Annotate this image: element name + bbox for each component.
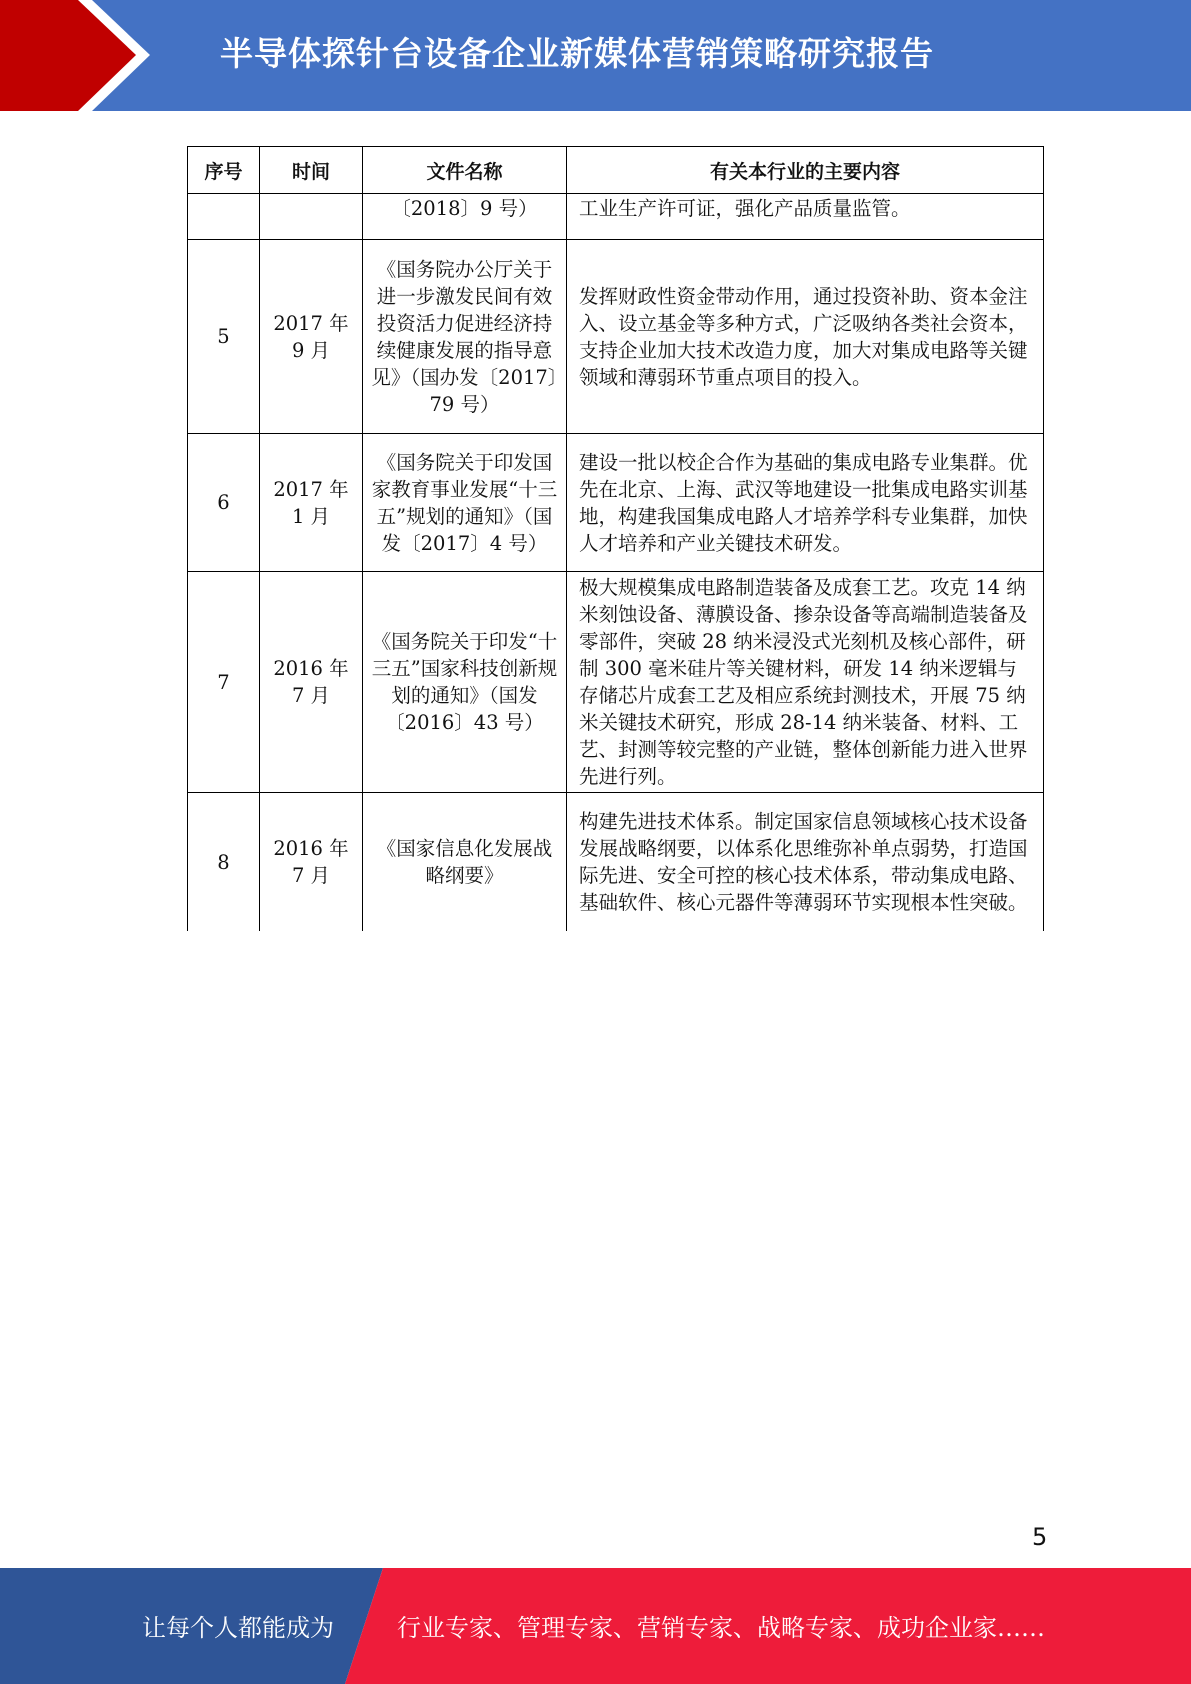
footer-slogan-left: 让每个人都能成为 xyxy=(142,1614,334,1642)
cell-no: 6 xyxy=(188,434,260,572)
cell-content: 工业生产许可证，强化产品质量监管。 xyxy=(567,194,1044,240)
cell-time: 2016 年 7 月 xyxy=(260,572,363,793)
cell-time xyxy=(260,194,363,240)
footer-slogan-right: 行业专家、管理专家、营销专家、战略专家、成功企业家…… xyxy=(397,1614,1045,1642)
cell-no xyxy=(188,194,260,240)
cell-content: 发挥财政性资金带动作用，通过投资补助、资本金注入、设立基金等多种方式，广泛吸纳各类社会资本，支持企业加大技术改造力度，加大对集成电路等关键领域和薄弱环节重点项目的投入。 xyxy=(567,240,1044,434)
table-row xyxy=(188,240,1044,434)
cell-time: 2017 年 9 月 xyxy=(260,240,363,434)
header-chevron-icon xyxy=(0,0,160,111)
cell-doc: 《国务院关于印发国家教育事业发展“十三五”规划的通知》（国发〔2017〕4 号） xyxy=(363,434,567,572)
policy-table xyxy=(187,146,1044,931)
table-header-row xyxy=(188,147,1044,194)
header-content: 有关本行业的主要内容 xyxy=(567,147,1044,194)
policy-table-container xyxy=(187,146,1043,931)
page-number: 5 xyxy=(1032,1523,1048,1551)
page-header xyxy=(0,0,1191,111)
cell-no: 5 xyxy=(188,240,260,434)
cell-no: 8 xyxy=(188,793,260,932)
cell-content: 构建先进技术体系。制定国家信息领域核心技术设备发展战略纲要，以体系化思维弥补单点弱势，打造国际先进、安全可控的核心技术体系，带动集成电路、基础软件、核心元器件等薄弱环节实现根本性突破。 xyxy=(567,793,1044,932)
header-no: 序号 xyxy=(188,147,260,194)
cell-doc: 〔2018〕9 号） xyxy=(363,194,567,240)
cell-no: 7 xyxy=(188,572,260,793)
table-row xyxy=(188,194,1044,240)
cell-content: 建设一批以校企合作为基础的集成电路专业集群。优先在北京、上海、武汉等地建设一批集成电路实训基地，构建我国集成电路人才培养学科专业集群，加快人才培养和产业关键技术研发。 xyxy=(567,434,1044,572)
page-footer xyxy=(0,1568,1191,1684)
table-row xyxy=(188,572,1044,793)
table-row xyxy=(188,793,1044,932)
report-title: 半导体探针台设备企业新媒体营销策略研究报告 xyxy=(220,34,934,73)
header-time: 时间 xyxy=(260,147,363,194)
cell-doc: 《国务院关于印发“十三五”国家科技创新规划的通知》（国发〔2016〕43 号） xyxy=(363,572,567,793)
cell-doc: 《国务院办公厅关于进一步激发民间有效投资活力促进经济持续健康发展的指导意见》（国办发〔2017〕79 号） xyxy=(363,240,567,434)
cell-time: 2016 年 7 月 xyxy=(260,793,363,932)
cell-time: 2017 年 1 月 xyxy=(260,434,363,572)
table-row xyxy=(188,434,1044,572)
header-doc: 文件名称 xyxy=(363,147,567,194)
cell-content: 极大规模集成电路制造装备及成套工艺。攻克 14 纳米刻蚀设备、薄膜设备、掺杂设备等高端制造装备及零部件，突破 28 纳米浸没式光刻机及核心部件，研制 300 毫米硅片等关键材料，研发 14 纳米逻辑与存储芯片成套工艺及相应系统封测技术，开展 75 纳米关键技术研究，形成 28-14 纳米装备、材料、工艺、封测等较完整的产业链，整体创新能力进入世界先进行列。 xyxy=(567,572,1044,793)
cell-doc: 《国家信息化发展战略纲要》 xyxy=(363,793,567,932)
